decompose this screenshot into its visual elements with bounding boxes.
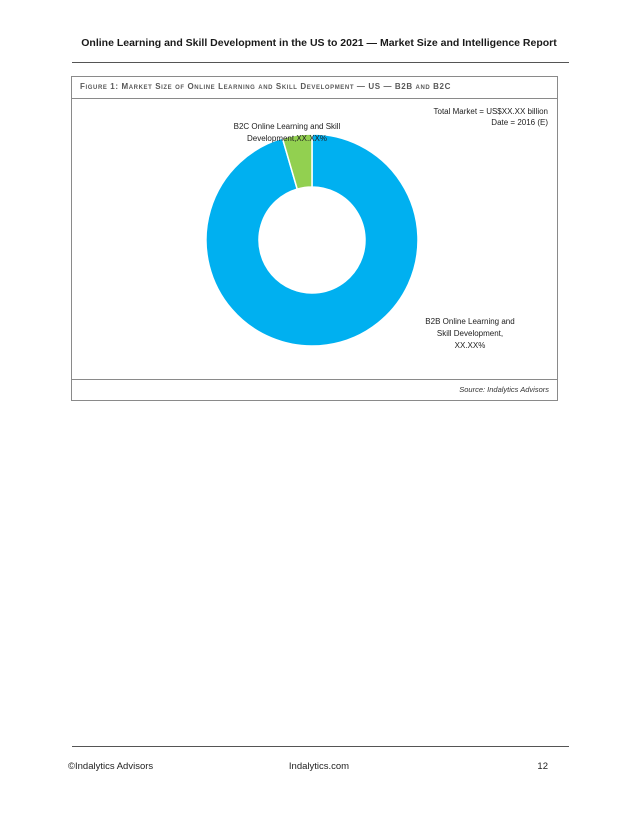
footer-copyright: ©Indalytics Advisors: [68, 761, 154, 772]
b2c-slice-label: [212, 121, 362, 145]
b2b-slice-label: [414, 316, 526, 352]
b2c-label-line-2: Development,XX.XX%: [246, 134, 328, 143]
b2b-label-line-2: Skill Development,: [436, 329, 504, 338]
date-text: Date = 2016 (E): [491, 118, 548, 127]
source-text: Source: Indalytics Advisors: [459, 385, 549, 394]
page-number: 12: [537, 761, 548, 772]
footer-divider: [72, 746, 569, 747]
b2c-label-line-1: B2C Online Learning and Skill: [233, 122, 341, 131]
figure-box: [71, 76, 558, 401]
figure-caption-bar: [72, 77, 557, 99]
figure-caption: Figure 1: Market Size of Online Learning and Skill Development — US — B2B and B2C: [80, 82, 451, 91]
total-market-text: Total Market = US$XX.XX billion: [433, 107, 548, 116]
chart-area: [72, 98, 557, 380]
b2b-label-line-3: XX.XX%: [454, 341, 486, 350]
source-bar: [72, 379, 557, 400]
report-title: Online Learning and Skill Development in the US to 2021 — Market Size and Intelligence Report: [81, 37, 557, 49]
total-market-note: [434, 106, 549, 128]
footer-website: Indalytics.com: [288, 761, 350, 772]
b2b-label-line-1: B2B Online Learning and: [425, 317, 515, 326]
header-divider: [72, 62, 569, 63]
